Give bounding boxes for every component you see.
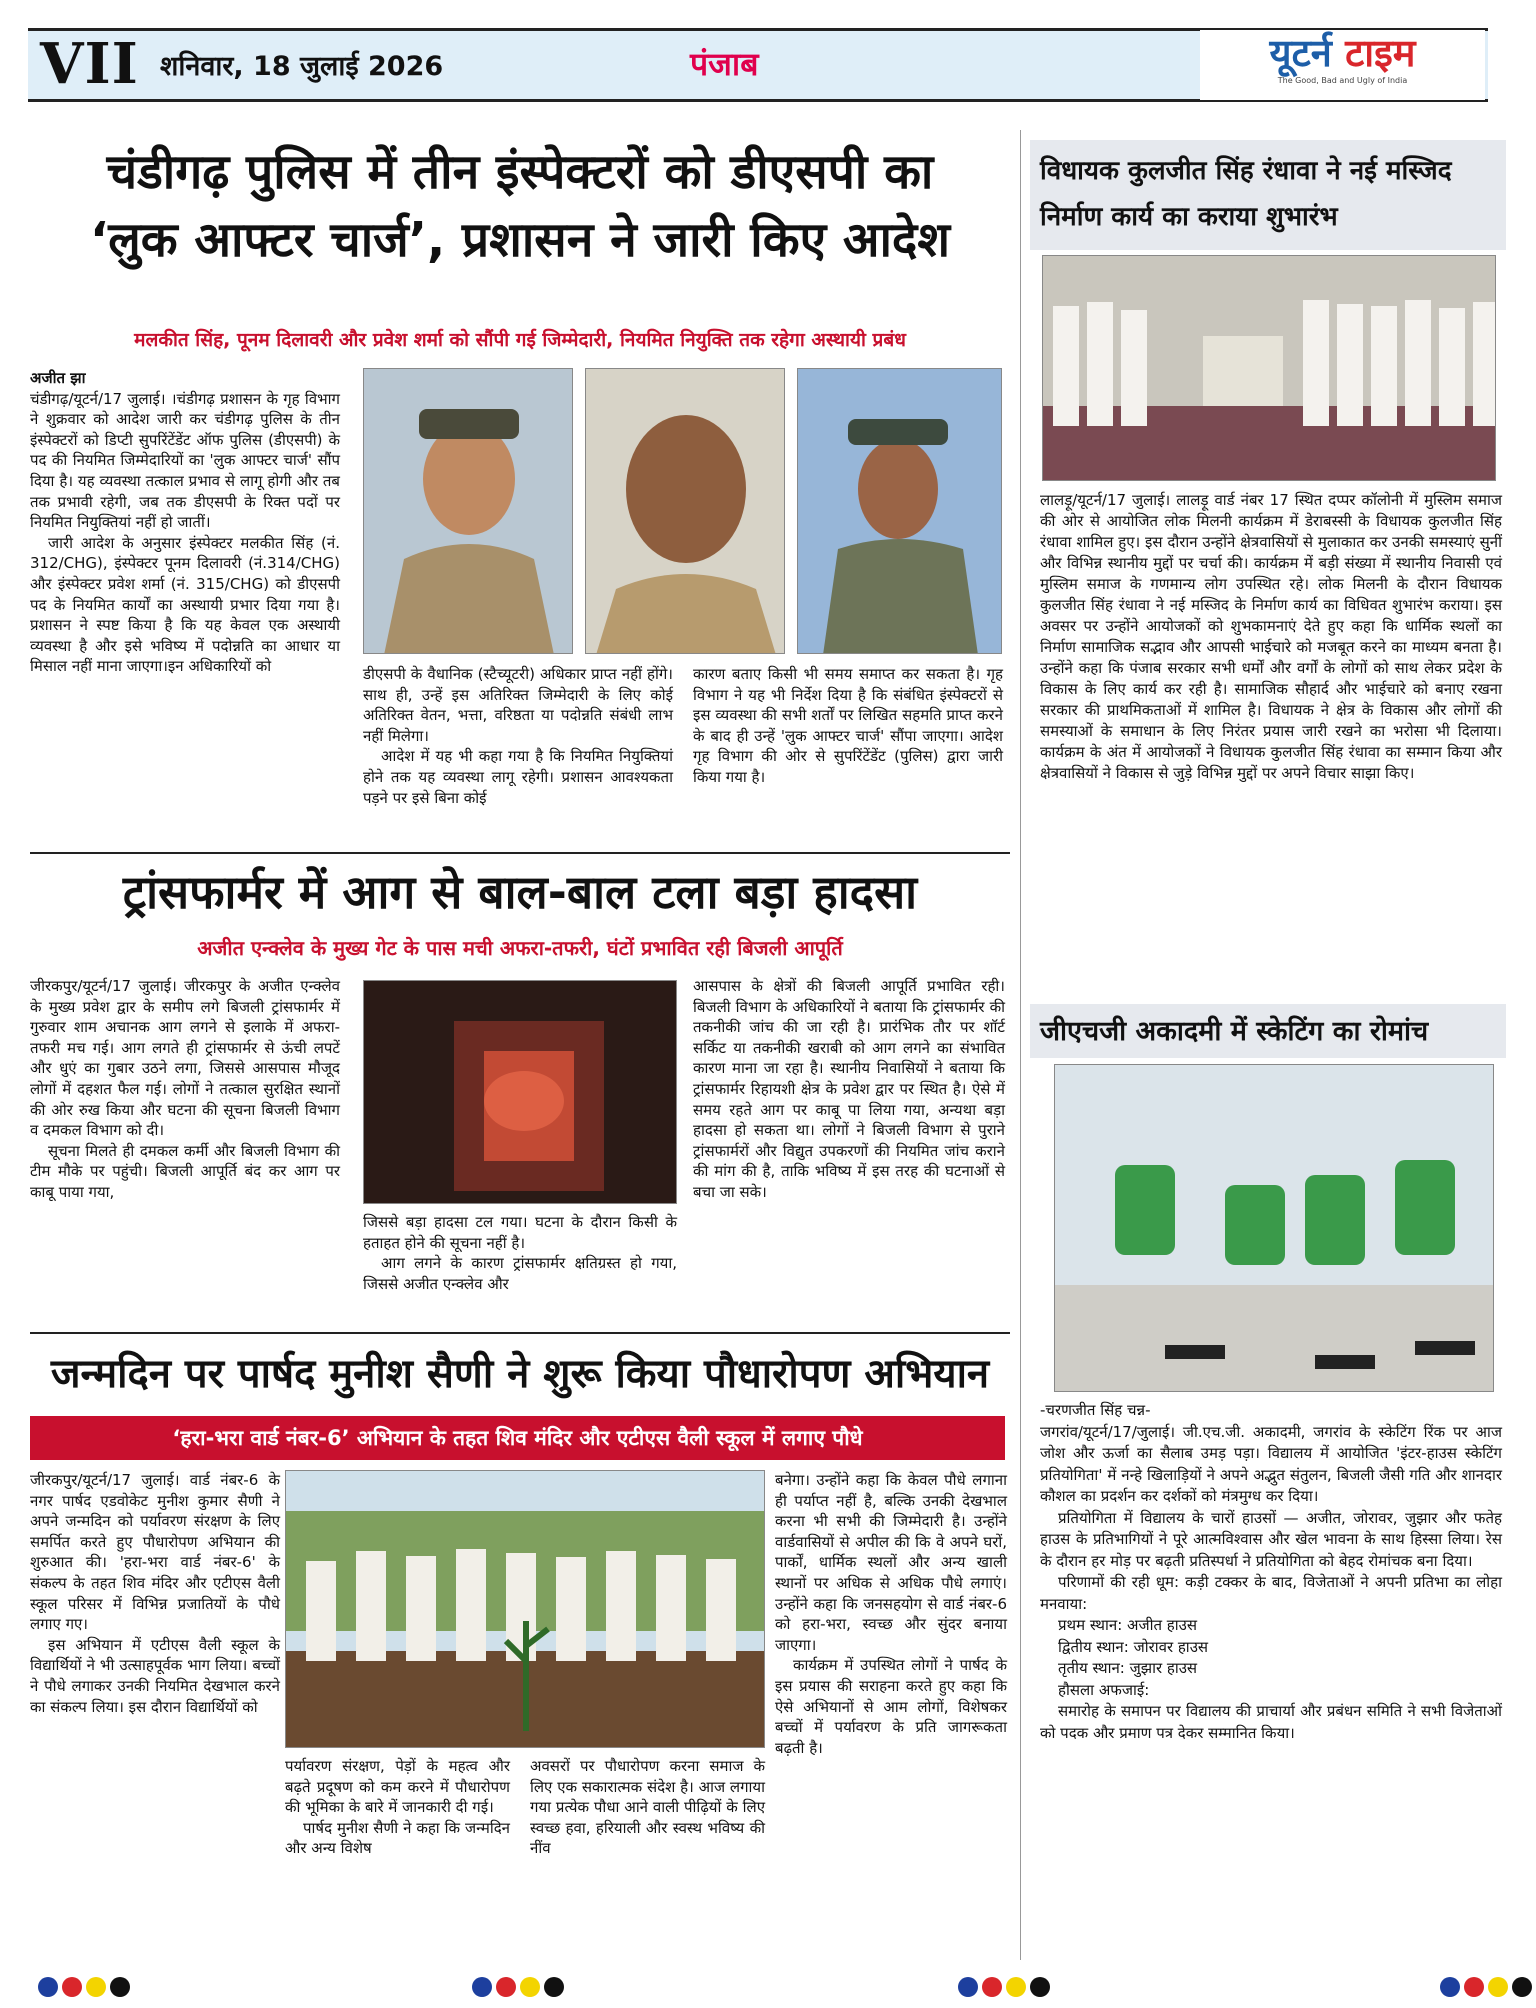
story3-col1-para1: जीरकपुर/यूटर्न/17 जुलाई। वार्ड नंबर-6 के नगर पार्षद एडवोकेट मुनीश कुमार सैणी ने अपने जन्मदिन को पर्यावरण संरक्षण के लिए समर्पित करते हुए पौधारोपण अभियान की शुरुआत की। 'हरा-भरा वार्ड नंबर-6' के संकल्प के तहत शिव मंदिर और एटीएस वैली स्कूल परिसर में विभिन्न प्रजातियों के पौधे लगाए गए। — [30, 1471, 280, 1634]
story3-col2-para1: पर्यावरण संरक्षण, पेड़ों के महत्व और बढ़ते प्रदूषण को कम करने में पौधारोपण की भूमिका के बारे में जानकारी दी गई। — [285, 1757, 510, 1817]
story3-col4-para2: कार्यक्रम में उपस्थित लोगों ने पार्षद के इस प्रयास की सराहना करते हुए कहा कि ऐसे अभियानों से आम लोगों, विशेषकर बच्चों में पर्यावरण के प्रति जागरूकता बढ़ती है। — [775, 1656, 1007, 1757]
story1-col2-para1: डीएसपी के वैधानिक (स्टैच्यूटरी) अधिकार प्राप्त नहीं होंगे। साथ ही, उन्हें इस अतिरिक्त जिम्मेदारी के लिए कोई अतिरिक्त वेतन, भत्ता, वरिष्ठता या पदोन्नति संबंधी लाभ नहीं मिलेगा। — [363, 665, 673, 745]
right1-para1: लालड़ू/यूटर्न/17 जुलाई। लालड़ू वार्ड नंबर 17 स्थित दप्पर कॉलोनी में मुस्लिम समाज की ओर से आयोजित लोक मिलनी कार्यक्रम में डेराबस्सी के विधायक कुलजीत सिंह रंधावा शामिल हुए। इस दौरान उन्होंने क्षेत्रवासियों से मुलाकात कर उनकी समस्याएं सुनीं और विभिन्न स्थानीय मुद्दों पर चर्चा की। कार्यक्रम में बड़ी संख्या में स्थानीय निवासी एवं मुस्लिम समाज के गणमान्य लोग उपस्थित रहे। लोक मिलनी के दौरान विधायक कुलजीत सिंह रंधावा ने नई मस्जिद के निर्माण कार्य का विधिवत शुभारंभ कराया। इस अवसर पर उन्होंने आयोजकों को शुभकामनाएं देते हुए कहा कि धार्मिक स्थलों का निर्माण सामाजिक सद्भाव और आपसी भाईचारे को मजबूत करने का माध्यम बनता है। उन्होंने कहा कि पंजाब सरकार सभी धर्मों और वर्गों के लोगों को साथ लेकर प्रदेश के विकास के लिए कार्य कर रही है। सामाजिक सौहार्द और भाईचारे को बनाए रखना सरकार की प्राथमिकताओं में शामिल है। विधायक ने क्षेत्र के विकास और लोगों की समस्याओं के समाधान के लिए निरंतर प्रयास जारी रखने का भरोसा भी दिलाया। कार्यक्रम के अंत में आयोजकों ने विधायक कुलजीत सिंह रंधावा का सम्मान किया और क्षेत्रवासियों ने विकास से जुड़े विभिन्न मुद्दों पर अपने विचार साझा किए। — [1040, 491, 1502, 782]
story3-col1-para2: इस अभियान में एटीएस वैली स्कूल के विद्यार्थियों ने भी उत्साहपूर्वक भाग लिया। बच्चों ने पौधे लगाकर उनकी नियमित देखभाल करने का संकल्प लिया। इस दौरान विद्यार्थियों को — [30, 1635, 280, 1716]
officer-photo-2 — [585, 368, 785, 654]
transformer-fire-photo — [363, 980, 677, 1204]
story3-col4-para1: बनेगा। उन्होंने कहा कि केवल पौधे लगाना ही पर्याप्त नहीं है, बल्कि उनकी देखभाल करना भी सभी की जिम्मेदारी है। उन्होंने वार्डवासियों से अपील की कि वे अपने घरों, पार्कों, धार्मिक स्थलों और अन्य खाली स्थानों पर अधिक से अधिक पौधे लगाएं। उन्होंने कहा कि जनसहयोग से वार्ड नंबर-6 को हरा-भरा, स्वच्छ और सुंदर बनाया जाएगा। — [775, 1471, 1007, 1654]
right1-headline: विधायक कुलजीत सिंह रंधावा ने नई मस्जिद निर्माण कार्य का कराया शुभारंभ — [1040, 156, 1452, 232]
story1-col1-para1: चंडीगढ़/यूटर्न/17 जुलाई। ।चंडीगढ़ प्रशासन के गृह विभाग ने शुक्रवार को आदेश जारी कर चंडीगढ़ पुलिस के तीन इंस्पेक्टरों को डिप्टी सुपरिंटेंडेंट ऑफ पुलिस (डीएसपी) के पद की नियमित जिम्मेदारियों का 'लुक आफ्टर चार्ज' सौंप दिया है। यह व्यवस्था तत्काल प्रभाव से लागू होगी और तब तक प्रभावी रहेगी, जब तक डीएसपी के रिक्त पदों पर नियमित नियुक्तियां नहीं हो जातीं। — [30, 389, 340, 532]
story1-headline-line2: ‘लुक आफ्टर चार्ज’, प्रशासन ने जारी किए आदेश — [89, 212, 951, 268]
column-divider — [1020, 130, 1021, 1960]
story3-col2 — [285, 1756, 510, 1859]
story1-col1-para2: जारी आदेश के अनुसार इंस्पेक्टर मलकीत सिंह (नं. 312/CHG), इंस्पेक्टर पूनम दिलावरी (नं.314/CHG) और इंस्पेक्टर प्रवेश शर्मा (नं. 315/CHG) को डीएसपी पद के नियमित कार्यों का अस्थायी प्रभार दिया गया है। प्रशासन ने स्पष्ट किया है कि यह केवल एक अस्थायी व्यवस्था है और इसे भविष्य में पदोन्नति का आधार या मिसाल नहीं माना जाएगा।इन अधिकारियों को — [30, 533, 340, 676]
right2-body — [1040, 1400, 1502, 1744]
transformer-fire-image — [364, 981, 677, 1204]
story1-col3 — [693, 664, 1003, 788]
masthead-logo — [1200, 30, 1485, 100]
registration-dot — [544, 1977, 564, 1997]
officer-photo-1-image — [364, 369, 573, 654]
story2-subhead: अजीत एन्क्लेव के मुख्य गेट के पास मची अफरा-तफरी, घंटों प्रभावित रही बिजली आपूर्ति — [197, 936, 843, 960]
right2-para1: जगरांव/यूटर्न/17/जुलाई। जी.एच.जी. अकादमी, जगरांव के स्केटिंग रिंक पर आज जोश और ऊर्जा का सैलाब उमड़ पड़ा। विद्यालय में आयोजित 'इंटर-हाउस स्केटिंग प्रतियोगिता' में नन्हे खिलाड़ियों ने अपने अद्भुत संतुलन, बिजली जैसी गति और शानदार कौशल का प्रदर्शन कर दर्शकों को मंत्रमुग्ध कर दिया। — [1040, 1422, 1502, 1505]
right2-result-3: तृतीय स्थान: जुझार हाउस — [1058, 1659, 1198, 1677]
right2-byline: -चरणजीत सिंह चन्न- — [1040, 1401, 1151, 1419]
story3-col3 — [530, 1756, 765, 1859]
registration-dot — [1488, 1977, 1508, 1997]
mosque-inauguration-photo — [1042, 255, 1496, 481]
registration-dot — [520, 1977, 540, 1997]
registration-dot — [86, 1977, 106, 1997]
section-name: पंजाब — [690, 45, 759, 83]
registration-dot — [38, 1977, 58, 1997]
mosque-inauguration-image — [1043, 256, 1496, 481]
story2-col1-para1: जीरकपुर/यूटर्न/17 जुलाई। जीरकपुर के अजीत एन्क्लेव के मुख्य प्रवेश द्वार के समीप लगे बिजली ट्रांसफार्मर में गुरुवार शाम अचानक आग लगने से इलाके में अफरा-तफरी मच गई। आग लगते ही ट्रांसफार्मर से ऊंची लपटें और धुएं का गुबार उठने लगा, जिससे आसपास मौजूद लोगों में दहशत फैल गई। लोगों ने तत्काल सुरक्षित स्थानों की ओर रुख किया और घटना की सूचना बिजली विभाग व दमकल विभाग को दी। — [30, 977, 340, 1140]
right2-result-4: हौसला अफजाई: — [1058, 1680, 1150, 1699]
page-number: VII — [40, 31, 139, 97]
story2-col3-para1: आसपास के क्षेत्रों की बिजली आपूर्ति प्रभावित रही। बिजली विभाग के अधिकारियों ने बताया कि ट्रांसफार्मर की तकनीकी जांच की जा रही है। प्रारंभिक तौर पर शॉर्ट सर्किट या तकनीकी खराबी को आग लगने का संभावित कारण माना जा रहा है। स्थानीय निवासियों ने बताया कि ट्रांसफार्मर रिहायशी क्षेत्र के प्रवेश द्वार पर स्थित है। ऐसे में समय रहते आग पर काबू पा लिया गया, अन्यथा बड़ा हादसा हो सकता था। लोगों ने बिजली विभाग से पुराने ट्रांसफार्मरों और विद्युत उपकरणों की नियमित जांच कराने की मांग की है, ताकि भविष्य में इस तरह की घटनाओं से बचा जा सके। — [693, 977, 1005, 1201]
registration-dot — [1006, 1977, 1026, 1997]
divider — [30, 1332, 1010, 1334]
registration-dot — [472, 1977, 492, 1997]
officer-photo-3-image — [798, 369, 1002, 654]
story3-headline: जन्मदिन पर पार्षद मुनीश सैणी ने शुरू किया पौधारोपण अभियान — [50, 1351, 990, 1397]
divider — [30, 852, 1010, 854]
right1-body — [1040, 490, 1502, 784]
registration-dot — [958, 1977, 978, 1997]
right2-para2: प्रतियोगिता में विद्यालय के चारों हाउसों — अजीत, जोरावर, जुझार और फतेह हाउस के प्रतिभागियों ने पूरे आत्मविश्वास और खेल भावना के साथ हिस्सा लिया। रेस के दौरान हर मोड़ पर बढ़ती प्रतिस्पर्धा ने प्रतियोगिता को बेहद रोमांचक बना दिया। — [1040, 1508, 1502, 1570]
registration-dot — [1512, 1977, 1532, 1997]
story1-headline — [30, 138, 1010, 274]
story3-col4 — [775, 1470, 1007, 1758]
story3-subhead: ‘हरा-भरा वार्ड नंबर-6’ अभियान के तहत शिव मंदिर और एटीएस वैली स्कूल में लगाए पौधे — [30, 1416, 1005, 1460]
plantation-group-photo — [285, 1470, 765, 1748]
skating-image — [1055, 1065, 1494, 1392]
story1-col2 — [363, 664, 673, 808]
story1-col3-para1: कारण बताए किसी भी समय समाप्त कर सकता है। गृह विभाग ने यह भी निर्देश दिया है कि संबंधित इंस्पेक्टरों से इस व्यवस्था की सभी शर्तों पर लिखित सहमति प्राप्त करने के बाद ही उन्हें 'लुक आफ्टर चार्ज' सौंपा जाएगा। आदेश गृह विभाग की ओर से सुपरिंटेंडेंट (पुलिस) द्वारा जारी किया गया है। — [693, 665, 1003, 786]
right2-headline: जीएचजी अकादमी में स्केटिंग का रोमांच — [1040, 1016, 1429, 1047]
registration-dot — [496, 1977, 516, 1997]
story2-col2 — [363, 1212, 677, 1294]
story2-col1-para2: सूचना मिलते ही दमकल कर्मी और बिजली विभाग की टीम मौके पर पहुंची। बिजली आपूर्ति बंद कर आग पर काबू पाया गया, — [30, 1141, 340, 1201]
story1-byline: अजीत झा — [30, 369, 86, 387]
story1-subhead: मलकीत सिंह, पूनम दिलावरी और प्रवेश शर्मा को सौंपी गई जिम्मेदारी, नियमित नियुक्ति तक रहेगा अस्थायी प्रबंध — [134, 329, 906, 351]
registration-dot — [1440, 1977, 1460, 1997]
registration-dot — [1030, 1977, 1050, 1997]
story2-col3 — [693, 976, 1005, 1203]
logo-text-b: टाइम — [1331, 31, 1416, 75]
officer-photo-1 — [363, 368, 573, 654]
skating-photo — [1054, 1064, 1494, 1392]
story3-col3-para1: अवसरों पर पौधारोपण करना समाज के लिए एक सकारात्मक संदेश है। आज लगाया गया प्रत्येक पौधा आने वाली पीढ़ियों के लिए स्वच्छ हवा, हरियाली और स्वस्थ भविष्य की नींव — [530, 1757, 765, 1858]
story3-col1 — [30, 1470, 280, 1717]
registration-dot — [982, 1977, 1002, 1997]
story2-col2-para1: जिससे बड़ा हादसा टल गया। घटना के दौरान किसी के हताहत होने की सूचना नहीं है। — [363, 1213, 677, 1252]
story1-col1 — [30, 368, 340, 677]
right2-para4: समारोह के समापन पर विद्यालय की प्राचार्या और प्रबंधन समिति ने सभी विजेताओं को पदक और प्रमाण पत्र देकर सम्मानित किया। — [1040, 1702, 1502, 1742]
story2-col2-para2: आग लगने के कारण ट्रांसफार्मर क्षतिग्रस्त हो गया, जिससे अजीत एन्क्लेव और — [363, 1254, 677, 1293]
officer-photo-2-image — [586, 369, 785, 654]
story3-col2-para2: पार्षद मुनीश सैणी ने कहा कि जन्मदिन और अन्य विशेष — [285, 1818, 510, 1858]
officer-photo-3 — [797, 368, 1002, 654]
logo-tagline: The Good, Bad and Ugly of India — [1277, 76, 1408, 85]
issue-date: शनिवार, 18 जुलाई 2026 — [160, 51, 444, 82]
right2-result-1: प्रथम स्थान: अजीत हाउस — [1058, 1616, 1198, 1634]
story2-col1 — [30, 976, 340, 1203]
story2-headline: ट्रांसफार्मर में आग से बाल-बाल टला बड़ा हादसा — [122, 865, 918, 919]
registration-dot — [110, 1977, 130, 1997]
story1-col2-para2: आदेश में यह भी कहा गया है कि नियमित नियुक्तियां होने तक यह व्यवस्था लागू रहेगी। प्रशासन आवश्यकता पड़ने पर इसे बिना कोई — [363, 747, 673, 807]
logo-text-a: यूटर्न — [1269, 31, 1332, 75]
registration-dot — [1464, 1977, 1484, 1997]
registration-dot — [62, 1977, 82, 1997]
right2-result-2: द्वितीय स्थान: जोरावर हाउस — [1058, 1637, 1209, 1656]
right2-para3: परिणामों की रही धूम: कड़ी टक्कर के बाद, विजेताओं ने अपनी प्रतिभा का लोहा मनवाया: — [1040, 1573, 1502, 1613]
story1-headline-line1: चंडीगढ़ पुलिस में तीन इंस्पेक्टरों को डीएसपी का — [106, 144, 934, 200]
plantation-group-image — [286, 1471, 765, 1748]
